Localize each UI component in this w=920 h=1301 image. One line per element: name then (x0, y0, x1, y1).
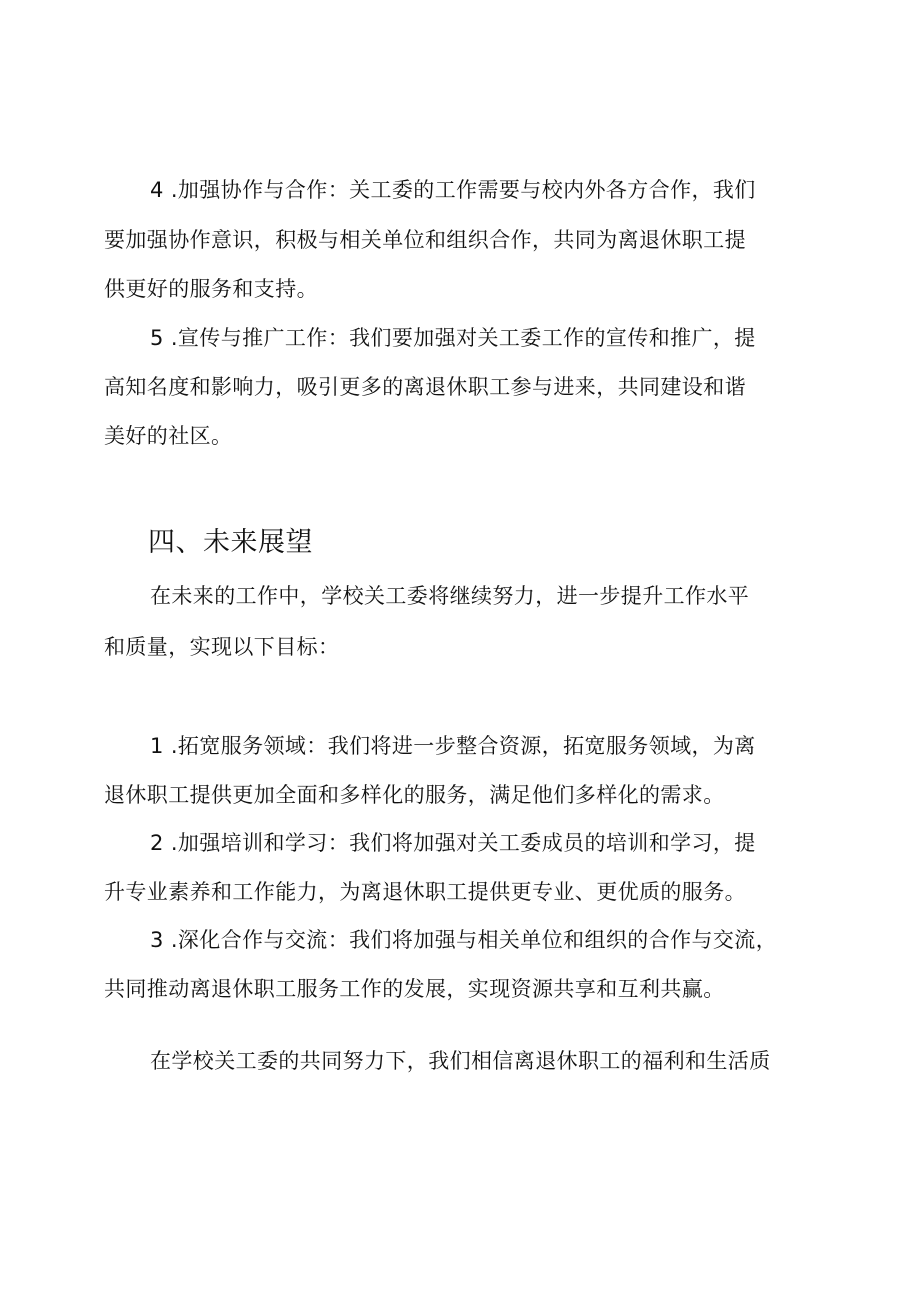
intro-line-2: 和质量，实现以下目标： (104, 635, 340, 659)
goal-3-line-1: 3 .深化合作与交流：我们将加强与相关单位和组织的合作与交流， (150, 928, 778, 952)
goal-1-line-2: 退休职工提供更加全面和多样化的服务，满足他们多样化的需求。 (104, 783, 725, 807)
item-4-line-3: 供更好的服务和支持。 (104, 277, 318, 301)
goal-3-line-2: 共同推动离退休职工服务工作的发展，实现资源共享和互利共赢。 (104, 977, 725, 1001)
item-5-line-1: 5 .宣传与推广工作：我们要加强对关工委工作的宣传和推广，提 (150, 326, 756, 350)
item-4-line-1: 4 .加强协作与合作：关工委的工作需要与校内外各方合作，我们 (150, 178, 756, 202)
item-5-line-2: 高知名度和影响力，吸引更多的离退休职工参与进来，共同建设和谐 (104, 375, 746, 399)
goal-1-line-1: 1 .拓宽服务领域：我们将进一步整合资源，拓宽服务领域，为离 (150, 734, 756, 758)
goal-2-line-2: 升专业素养和工作能力，为离退休职工提供更专业、更优质的服务。 (104, 880, 746, 904)
goal-2-line-1: 2 .加强培训和学习：我们将加强对关工委成员的培训和学习，提 (150, 831, 756, 855)
item-5-line-3: 美好的社区。 (104, 424, 233, 448)
section-heading: 四、未来展望 (148, 527, 313, 558)
intro-line-1: 在未来的工作中，学校关工委将继续努力，进一步提升工作水平 (150, 584, 750, 608)
closing-line: 在学校关工委的共同努力下，我们相信离退休职工的福利和生活质 (150, 1049, 771, 1073)
item-4-line-2: 要加强协作意识，积极与相关单位和组织合作，共同为离退休职工提 (104, 228, 746, 252)
